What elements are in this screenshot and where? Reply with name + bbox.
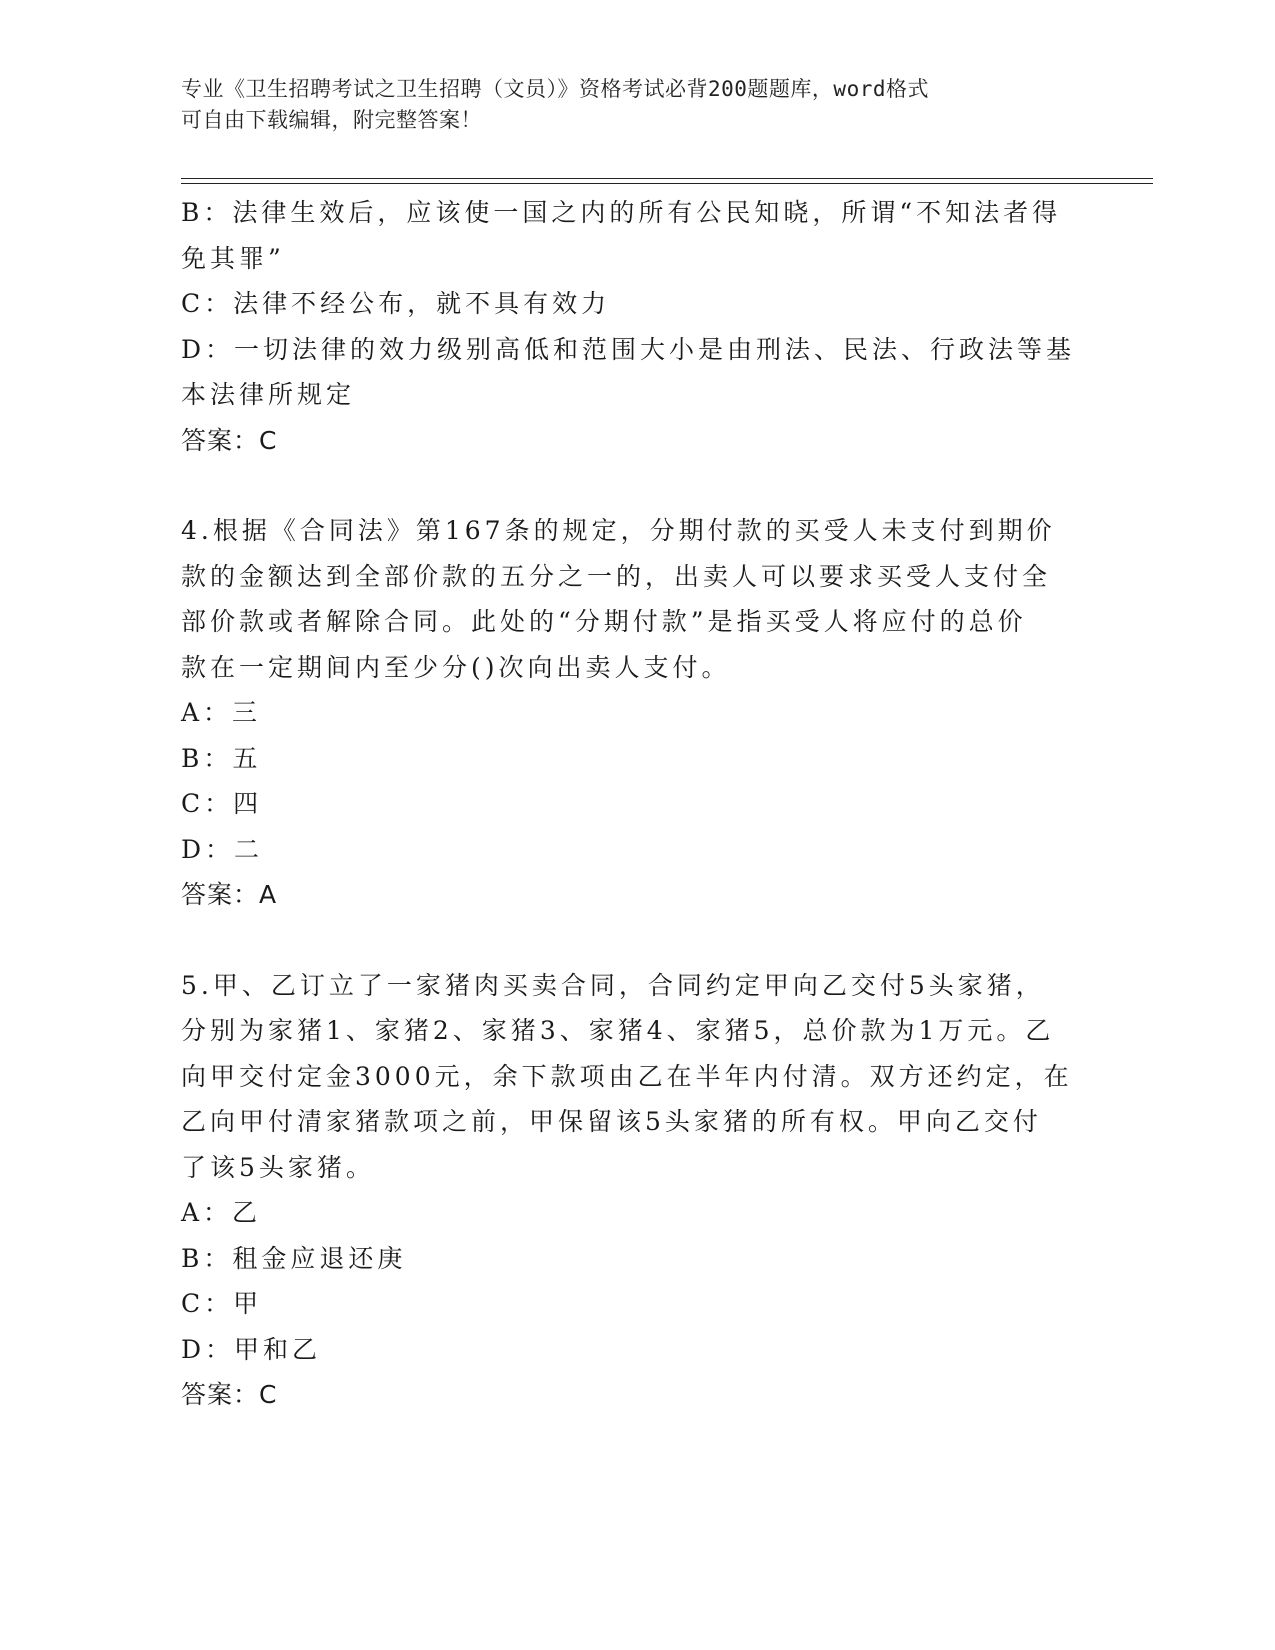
q5-option-a: A：乙	[181, 1198, 262, 1227]
q5-stem-line-4: 乙向甲付清家猪款项之前，甲保留该5头家猪的所有权。甲向乙交付	[181, 1107, 1042, 1136]
q5-stem-line-5: 了该5头家猪。	[181, 1152, 375, 1182]
document-header	[181, 74, 1041, 136]
q4-option-b: B：五	[181, 743, 262, 773]
question-4	[181, 508, 1081, 918]
spacer	[181, 463, 1081, 508]
q3-option-d-line-2: 本法律所规定	[181, 380, 356, 409]
q3-option-b-line-1: B：法律生效后，应该使一国之内的所有公民知晓，所谓“不知法者得	[181, 198, 1062, 227]
header-divider-top	[181, 178, 1153, 179]
q4-answer: 答案：A	[181, 880, 278, 909]
q4-stem-line-1: 4.根据《合同法》第167条的规定，分期付款的买受人未支付到期价	[181, 516, 1056, 545]
q5-stem-line-3: 向甲交付定金3000元，余下款项由乙在半年内付清。双方还约定，在	[181, 1061, 1073, 1091]
q5-option-d: D：甲和乙	[181, 1334, 322, 1364]
q5-stem-line-1: 5.甲、乙订立了一家猪肉买卖合同，合同约定甲向乙交付5头家猪，	[181, 970, 1045, 1000]
q4-option-c: C：四	[181, 789, 263, 818]
q4-stem-line-2: 款的金额达到全部价款的五分之一的，出卖人可以要求买受人支付全	[181, 561, 1052, 591]
q5-option-b: B：租金应退还庚	[181, 1243, 407, 1273]
q3-answer: 答案：C	[181, 425, 278, 455]
header-line-2: 可自由下载编辑，附完整答案！	[181, 108, 482, 132]
q5-answer: 答案：C	[181, 1380, 278, 1409]
q3-option-c: C：法律不经公布，就不具有效力	[181, 289, 611, 318]
q4-stem-line-4: 款在一定期间内至少分()次向出卖人支付。	[181, 652, 731, 682]
q4-option-a: A：三	[181, 698, 262, 727]
question-3-tail	[181, 190, 1081, 463]
header-line-1: 专业《卫生招聘考试之卫生招聘（文员）》资格考试必背200题题库，word格式	[181, 77, 929, 101]
q3-option-d-line-1: D：一切法律的效力级别高低和范围大小是由刑法、民法、行政法等基	[181, 334, 1076, 364]
q3-option-b-line-2: 免其罪”	[181, 243, 285, 273]
q4-option-d: D：二	[181, 834, 264, 864]
q5-stem-line-2: 分别为家猪1、家猪2、家猪3、家猪4、家猪5，总价款为1万元。乙	[181, 1016, 1055, 1045]
header-divider-bottom	[181, 183, 1153, 184]
q5-option-c: C：甲	[181, 1289, 263, 1318]
spacer	[181, 918, 1081, 963]
q4-stem-line-3: 部价款或者解除合同。此处的“分期付款”是指买受人将应付的总价	[181, 607, 1027, 636]
question-5	[181, 963, 1081, 1418]
question-content	[181, 190, 1081, 1418]
